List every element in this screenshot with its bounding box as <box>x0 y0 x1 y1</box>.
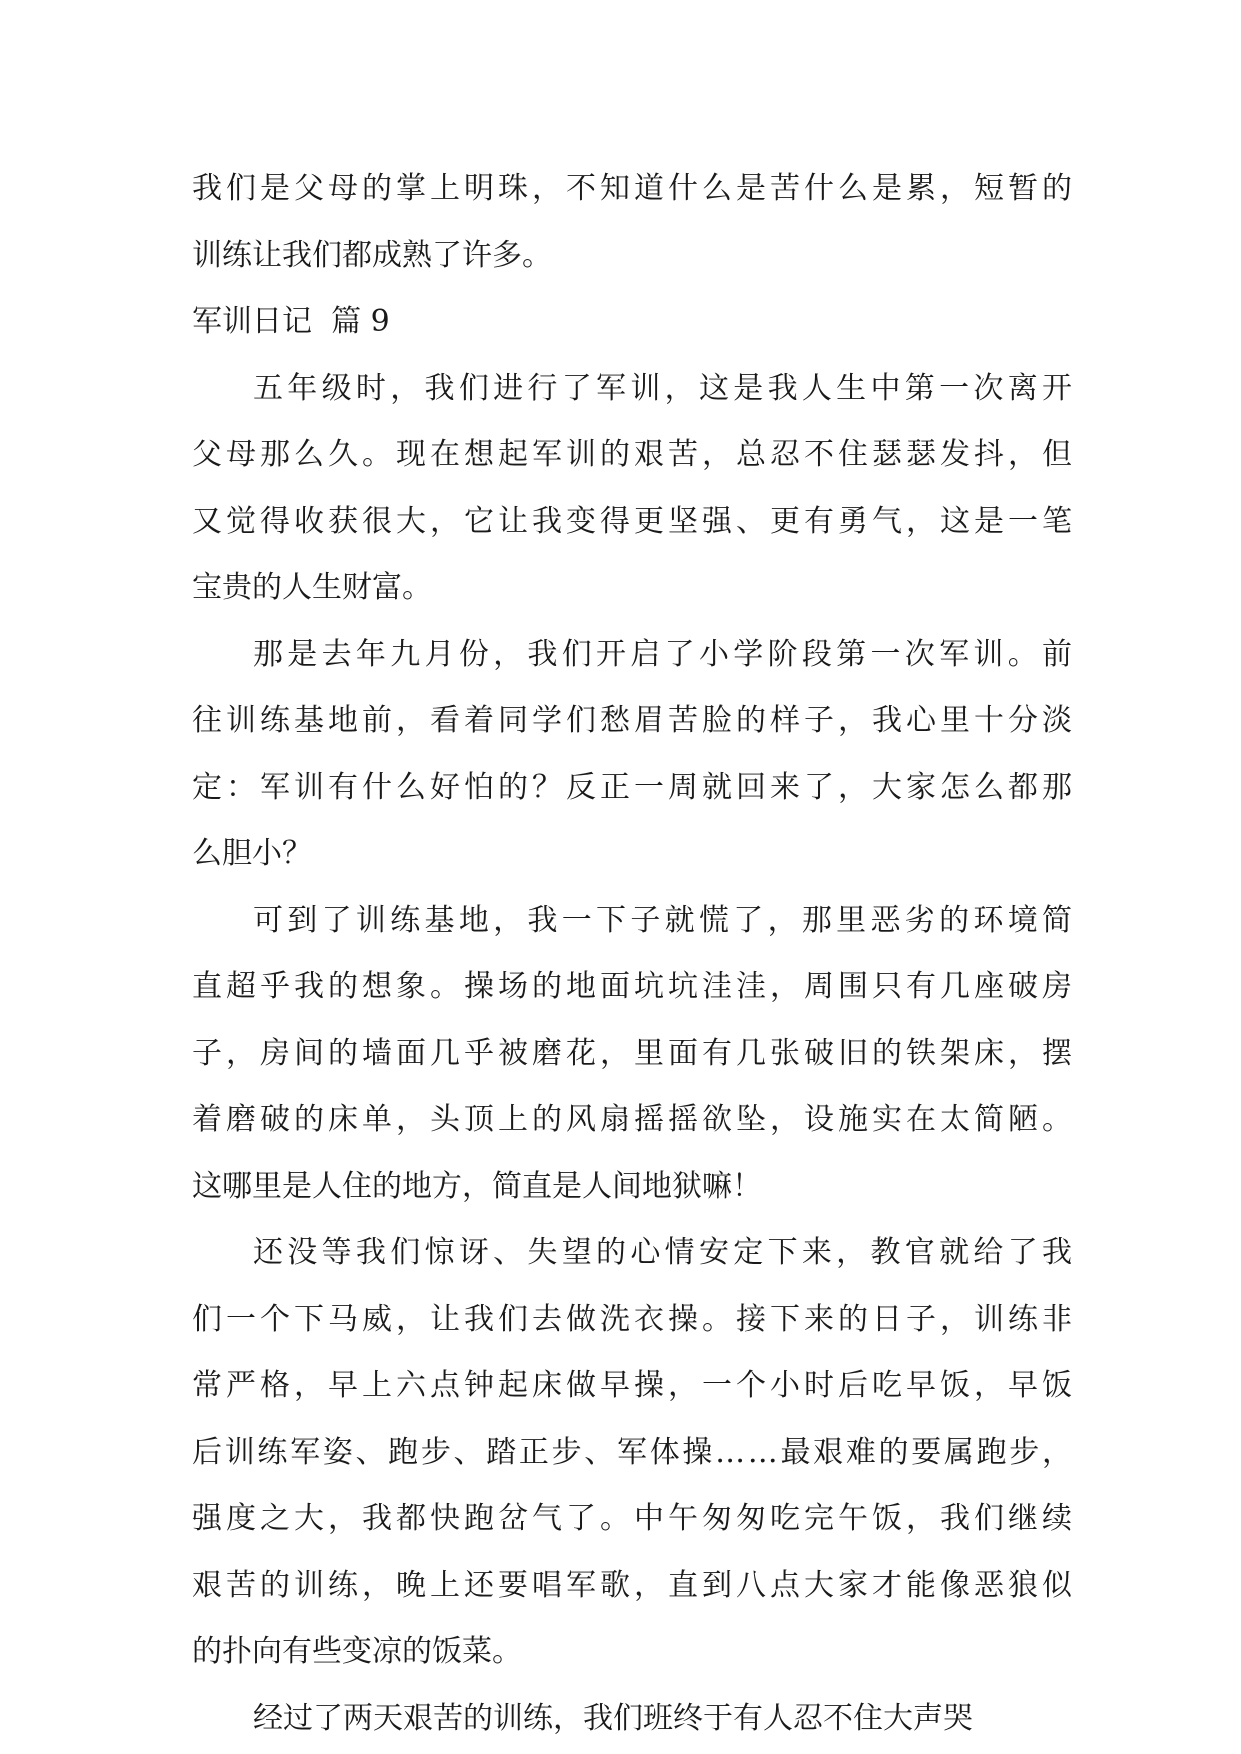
paragraph-first-line: 可到了训练基地，我一下子就慌了，那里恶劣的环境简 <box>253 902 1077 938</box>
paragraph-line: 们一个下马威，让我们去做洗衣操。接下来的日子，训练非 <box>192 1301 1076 1337</box>
paragraph-line: 我们是父母的掌上明珠，不知道什么是苦什么是累，短暂的 <box>192 171 1076 206</box>
paragraph-line: 子，房间的墙面几乎被磨花，里面有几张破旧的铁架床，摆 <box>192 1035 1076 1071</box>
paragraph-line: 训练让我们都成熟了许多。 <box>192 237 552 273</box>
paragraph-line: 定：军训有什么好怕的？反正一周就回来了，大家怎么都那 <box>192 769 1076 805</box>
paragraph-line: 么胆小？ <box>192 836 312 871</box>
paragraph-line: 往训练基地前，看着同学们愁眉苦脸的样子，我心里十分淡 <box>192 703 1076 738</box>
paragraph-first-line: 经过了两天艰苦的训练，我们班终于有人忍不住大声哭 <box>253 1700 973 1736</box>
paragraph-line: 直超乎我的想象。操场的地面坑坑洼洼，周围只有几座破房 <box>192 969 1076 1004</box>
paragraph-line: 艰苦的训练，晚上还要唱军歌，直到八点大家才能像恶狼似 <box>192 1567 1076 1603</box>
paragraph-first-line: 还没等我们惊讶、失望的心情安定下来，教官就给了我 <box>253 1235 1077 1270</box>
paragraph-line: 父母那么久。现在想起军训的艰苦，总忍不住瑟瑟发抖，但 <box>192 437 1076 472</box>
paragraph-line: 的扑向有些变凉的饭菜。 <box>192 1634 522 1669</box>
paragraph-first-line: 五年级时，我们进行了军训，这是我人生中第一次离开 <box>253 370 1077 406</box>
section-heading: 军训日记 篇 9 <box>192 304 390 339</box>
paragraph-line: 着磨破的床单，头顶上的风扇摇摇欲坠，设施实在太简陋。 <box>192 1102 1076 1137</box>
paragraph-line: 常严格，早上六点钟起床做早操，一个小时后吃早饭，早饭 <box>192 1368 1076 1403</box>
paragraph-first-line: 那是去年九月份，我们开启了小学阶段第一次军训。前 <box>253 636 1077 672</box>
paragraph-line: 又觉得收获很大，它让我变得更坚强、更有勇气，这是一笔 <box>192 503 1076 539</box>
document-body <box>192 156 1077 1752</box>
paragraph-line: 这哪里是人住的地方，简直是人间地狱嘛！ <box>192 1168 762 1204</box>
paragraph-line: 后训练军姿、跑步、踏正步、军体操……最艰难的要属跑步， <box>192 1434 1075 1470</box>
paragraph-line: 强度之大，我都快跑岔气了。中午匆匆吃完午饭，我们继续 <box>192 1501 1076 1536</box>
paragraph-line: 宝贵的人生财富。 <box>192 570 432 605</box>
